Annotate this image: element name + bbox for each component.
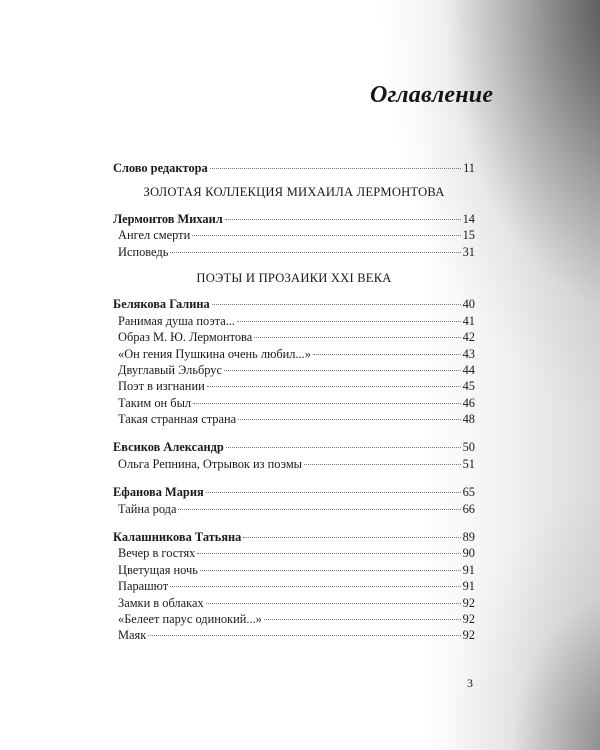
section-heading: ЗОЛОТАЯ КОЛЛЕКЦИЯ МИХАИЛА ЛЕРМОНТОВА [143, 185, 445, 200]
toc-entry-page: 91 [462, 579, 475, 594]
toc-author-entry[interactable] [113, 484, 475, 500]
toc-author-entry[interactable] [113, 529, 475, 545]
toc-author-entry[interactable] [113, 296, 475, 312]
dot-leader [264, 619, 461, 620]
toc-entry-page: 46 [462, 395, 475, 410]
toc-entry-page: 45 [462, 379, 475, 394]
toc-work-title: «Белеет парус одинокий...» [118, 611, 262, 626]
toc-work-entry[interactable] [113, 595, 475, 611]
toc-work-entry[interactable] [113, 244, 475, 260]
toc-entry-page: 40 [462, 297, 475, 312]
page-title: Оглавление [370, 82, 494, 108]
toc-entry-page: 14 [462, 211, 475, 226]
toc-work-entry[interactable] [113, 346, 475, 362]
toc-entry-page: 91 [462, 562, 475, 577]
toc-work-entry[interactable] [113, 329, 475, 345]
toc-entry-page: 44 [462, 362, 475, 377]
page-number: 3 [467, 676, 473, 690]
toc-work-entry[interactable] [113, 456, 475, 472]
section-heading: ПОЭТЫ И ПРОЗАИКИ XXI ВЕКА [196, 270, 392, 285]
toc-entry-page: 92 [462, 611, 475, 626]
toc-work-title: Замки в облаках [118, 595, 204, 610]
toc-entry-page: 89 [462, 530, 475, 545]
toc-work-entry[interactable] [113, 501, 475, 517]
dot-leader [243, 537, 460, 538]
toc-entry-page: 51 [462, 456, 475, 471]
toc-entry-page: 92 [462, 628, 475, 643]
table-of-contents [113, 160, 475, 644]
dot-leader [238, 419, 461, 420]
toc-entry-page: 41 [462, 313, 475, 328]
dot-leader [206, 492, 461, 493]
dot-leader [224, 370, 461, 371]
toc-work-entry[interactable] [113, 627, 475, 643]
dot-leader [225, 219, 461, 220]
dot-leader [192, 235, 460, 236]
toc-work-title: Тайна рода [118, 501, 177, 516]
dot-leader [226, 447, 461, 448]
toc-work-title: Исповедь [118, 244, 169, 259]
toc-author-entry[interactable] [113, 439, 475, 455]
toc-work-entry[interactable] [113, 545, 475, 561]
toc-author-name: Ефанова Мария [113, 485, 204, 500]
toc-work-title: Маяк [118, 628, 147, 643]
toc-work-entry[interactable] [113, 578, 475, 594]
toc-work-title: Такая странная страна [118, 412, 237, 427]
toc-entry-page: 50 [462, 440, 475, 455]
toc-entry-page: 48 [462, 412, 475, 427]
toc-work-title: Двуглавый Эльбрус [118, 362, 222, 377]
toc-entry-page: 65 [462, 485, 475, 500]
dot-leader [210, 168, 461, 169]
toc-work-entry[interactable] [113, 411, 475, 427]
toc-entry-foreword[interactable] [113, 160, 475, 176]
toc-author-entry[interactable] [113, 211, 475, 227]
toc-work-title: Ольга Репнина, Отрывок из поэмы [118, 456, 302, 471]
toc-work-entry[interactable] [113, 313, 475, 329]
toc-entry-page: 90 [462, 546, 475, 561]
toc-author-name: Евсиков Александр [113, 440, 224, 455]
toc-author-name: Калашникова Татьяна [113, 530, 242, 545]
toc-work-entry[interactable] [113, 227, 475, 243]
toc-entry-page: 66 [462, 501, 475, 516]
toc-work-entry[interactable] [113, 562, 475, 578]
toc-author-name: Белякова Галина [113, 297, 210, 312]
toc-work-title: Поэт в изгнании [118, 379, 205, 394]
toc-work-entry[interactable] [113, 611, 475, 627]
dot-leader [207, 386, 461, 387]
dot-leader [206, 603, 461, 604]
toc-work-title: Вечер в гостях [118, 546, 196, 561]
toc-work-title: «Он гения Пушкина очень любил...» [118, 346, 311, 361]
toc-entry-page: 43 [462, 346, 475, 361]
dot-leader [170, 586, 460, 587]
dot-leader [313, 354, 461, 355]
toc-entry-page: 92 [462, 595, 475, 610]
toc-entry-page: 11 [463, 161, 475, 175]
toc-work-title: Таким он был [118, 395, 192, 410]
toc-work-entry[interactable] [113, 395, 475, 411]
dot-leader [178, 509, 460, 510]
dot-leader [200, 570, 461, 571]
toc-work-title: Цветущая ночь [118, 562, 198, 577]
dot-leader [197, 553, 460, 554]
toc-entry-label: Слово редактора [113, 161, 208, 175]
dot-leader [193, 403, 461, 404]
toc-work-title: Ангел смерти [118, 228, 191, 243]
toc-work-title: Ранимая душа поэта... [118, 313, 235, 328]
toc-author-name: Лермонтов Михаил [113, 211, 223, 226]
dot-leader [304, 464, 461, 465]
toc-entry-page: 42 [462, 330, 475, 345]
toc-work-entry[interactable] [113, 378, 475, 394]
toc-entry-page: 15 [462, 228, 475, 243]
dot-leader [212, 304, 461, 305]
toc-work-title: Образ М. Ю. Лермонтова [118, 330, 253, 345]
toc-work-entry[interactable] [113, 362, 475, 378]
toc-work-title: Парашют [118, 579, 169, 594]
toc-entry-page: 31 [462, 244, 475, 259]
dot-leader [170, 252, 460, 253]
dot-leader [254, 337, 460, 338]
dot-leader [148, 635, 460, 636]
dot-leader [237, 321, 461, 322]
